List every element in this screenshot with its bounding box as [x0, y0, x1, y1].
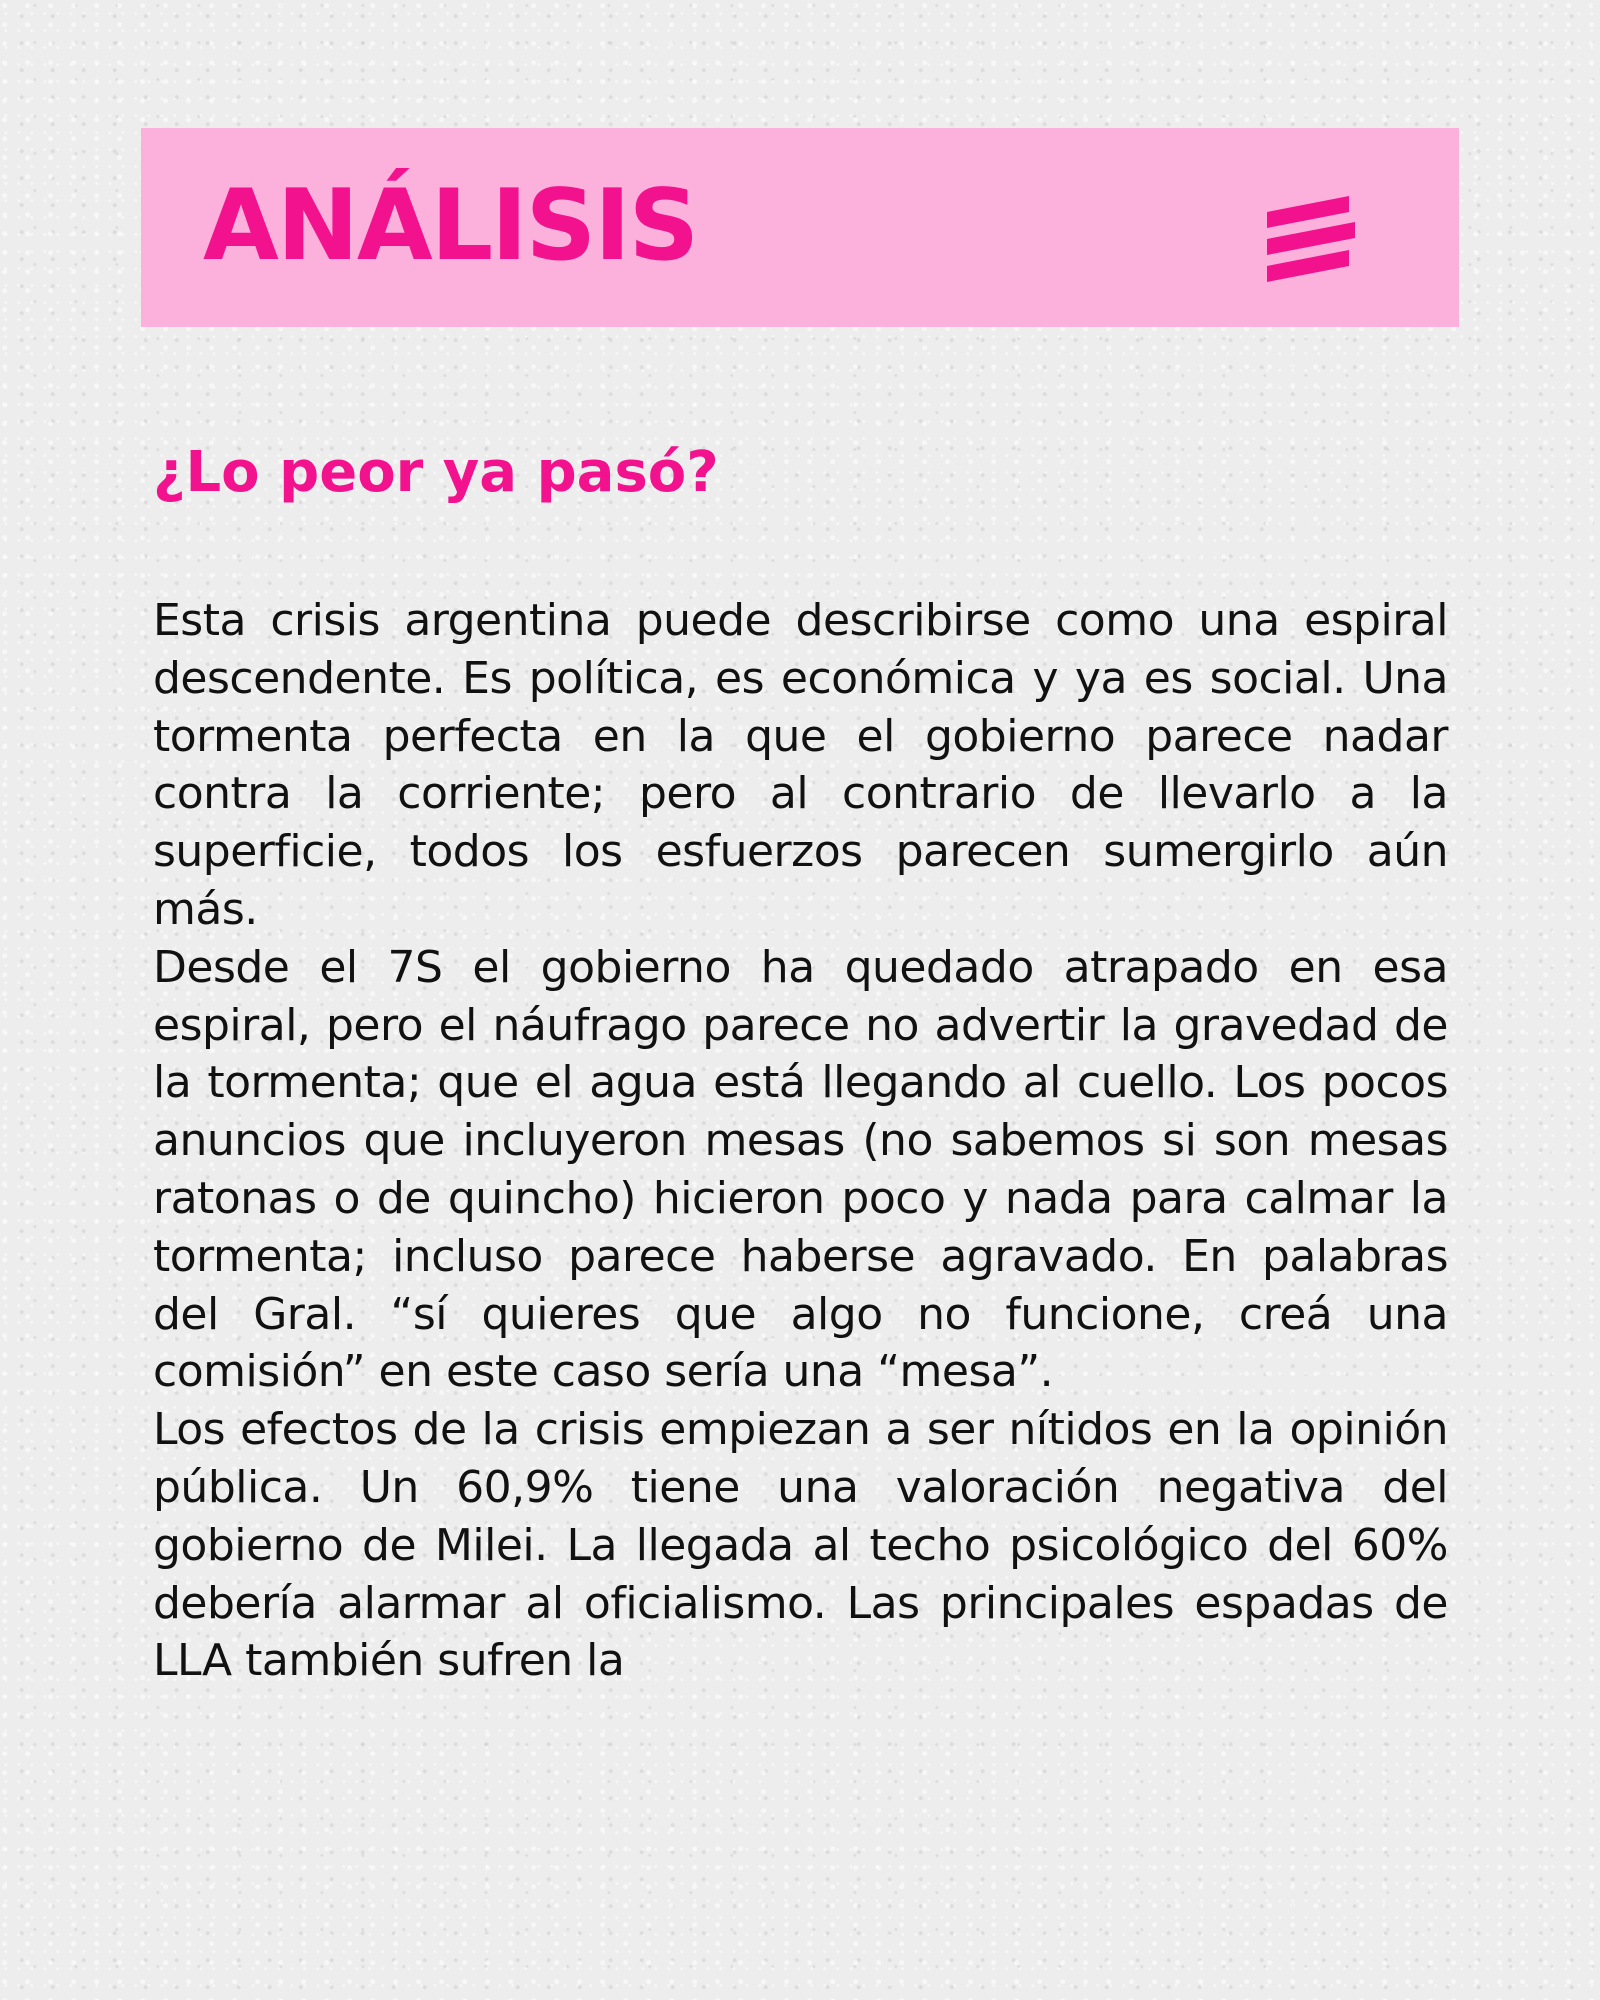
section-title: ANÁLISIS: [203, 169, 698, 283]
header-band: [141, 128, 1459, 327]
brand-logo-icon: [1263, 196, 1359, 282]
article-body: [153, 592, 1448, 1690]
article-headline: ¿Lo peor ya pasó?: [153, 440, 719, 505]
paragraph-2: Desde el 7S el gobierno ha quedado atrapado en esa espiral, pero el náufrago parece no advertir la gravedad de la tormenta; que el agua está llegando al cuello. Los pocos anuncios que incluyeron mesas (no sabemos si son mesas ratonas o de quincho) hicieron poco y nada para calmar la tormenta; incluso parece haberse agravado. En palabras del Gral. “sí quieres que algo no funcione, creá una comisión” en este caso sería una “mesa”.: [153, 941, 1448, 1398]
paragraph-1: Esta crisis argentina puede describirse como una espiral descendente. Es política, es económica y ya es social. Una tormenta perfecta en la que el gobierno parece nadar contra la corriente; pero al contrario de llevarlo a la superficie, todos los esfuerzos parecen sumergirlo aún más.: [153, 595, 1448, 935]
paragraph-3: Los efectos de la crisis empiezan a ser nítidos en la opinión pública. Un 60,9% tiene una valoración negativa del gobierno de Milei. La llegada al techo psicológico del 60% debería alarmar al oficialismo. Las principales espadas de LLA también sufren la: [153, 1404, 1448, 1687]
